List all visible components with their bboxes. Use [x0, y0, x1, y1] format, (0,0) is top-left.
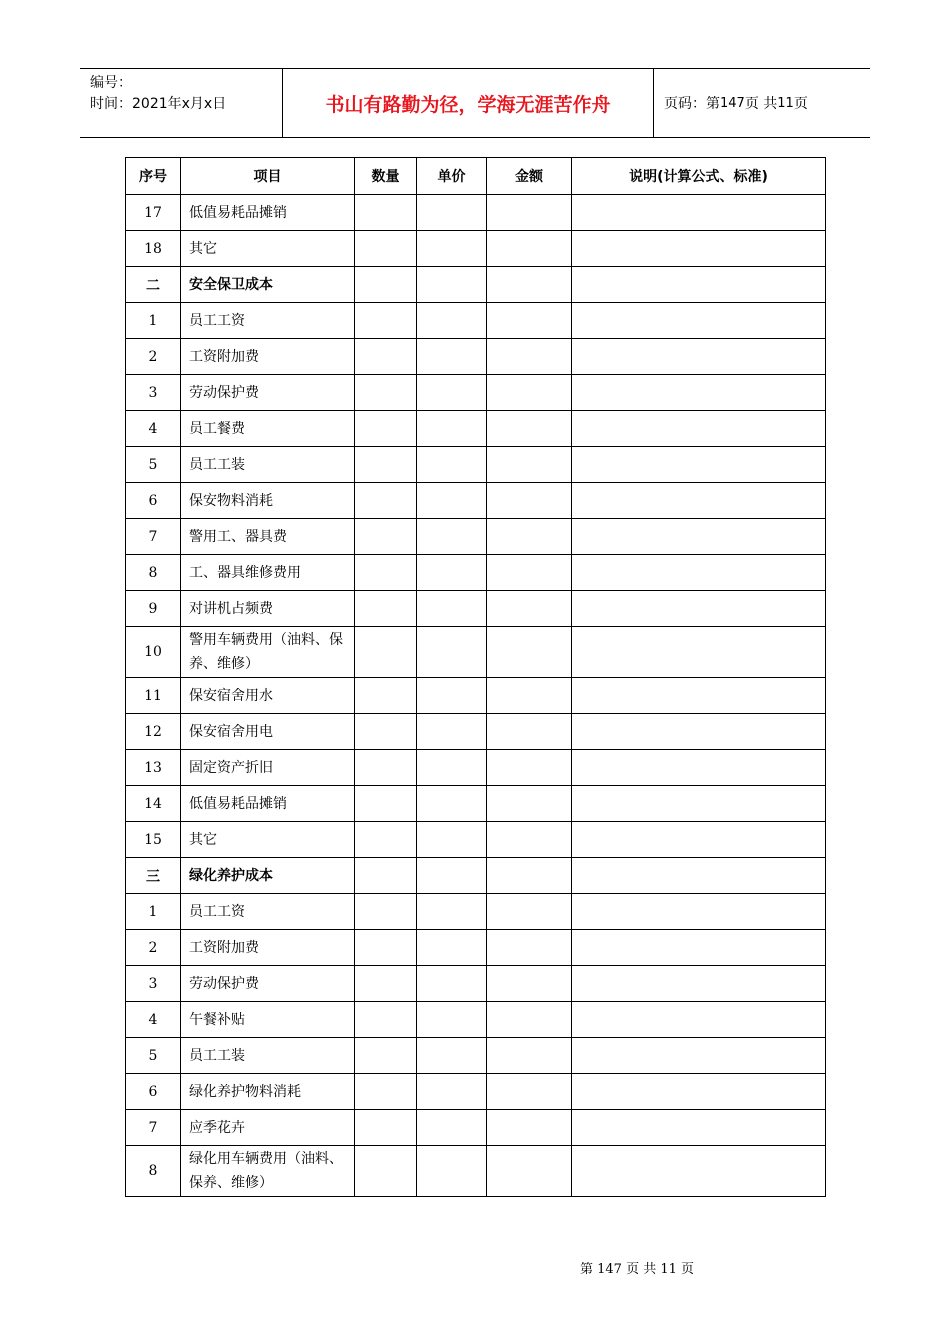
cell-no: 3	[126, 375, 181, 411]
cell-item: 其它	[181, 822, 355, 858]
cell-qty	[355, 894, 417, 930]
cell-unit-price	[417, 303, 487, 339]
cell-unit-price	[417, 822, 487, 858]
cell-unit-price	[417, 231, 487, 267]
cell-item: 午餐补贴	[181, 1002, 355, 1038]
cell-amount	[487, 1074, 572, 1110]
cell-item: 绿化养护成本	[181, 858, 355, 894]
table-row	[126, 1038, 826, 1074]
cell-qty	[355, 591, 417, 627]
cell-notes	[572, 894, 826, 930]
cell-item: 绿化用车辆费用（油料、保养、维修）	[181, 1146, 355, 1197]
cell-no: 4	[126, 411, 181, 447]
cell-item: 员工工资	[181, 894, 355, 930]
table-body	[126, 195, 826, 1197]
cell-item: 员工工装	[181, 1038, 355, 1074]
cell-notes	[572, 231, 826, 267]
cell-notes	[572, 555, 826, 591]
cell-notes	[572, 750, 826, 786]
cell-amount	[487, 894, 572, 930]
table-row	[126, 1110, 826, 1146]
cell-unit-price	[417, 678, 487, 714]
cell-amount	[487, 1002, 572, 1038]
cell-amount	[487, 786, 572, 822]
cell-item: 应季花卉	[181, 1110, 355, 1146]
table-header-row	[126, 158, 826, 195]
col-header-item: 项目	[181, 158, 355, 195]
cell-item: 低值易耗品摊销	[181, 195, 355, 231]
table-row	[126, 375, 826, 411]
cell-amount	[487, 678, 572, 714]
cell-qty	[355, 1074, 417, 1110]
cell-notes	[572, 858, 826, 894]
cell-no: 3	[126, 966, 181, 1002]
cell-unit-price	[417, 519, 487, 555]
cell-amount	[487, 267, 572, 303]
cell-notes	[572, 195, 826, 231]
cell-unit-price	[417, 714, 487, 750]
cell-amount	[487, 750, 572, 786]
col-header-no: 序号	[126, 158, 181, 195]
code-label: 编号：	[90, 75, 132, 91]
cell-unit-price	[417, 1074, 487, 1110]
cell-qty	[355, 267, 417, 303]
table-row	[126, 555, 826, 591]
cell-unit-price	[417, 966, 487, 1002]
table-row	[126, 1002, 826, 1038]
col-header-qty: 数量	[355, 158, 417, 195]
table-row	[126, 447, 826, 483]
page-number: 147	[720, 95, 745, 111]
cell-no: 二	[126, 267, 181, 303]
cell-notes	[572, 1146, 826, 1197]
cell-notes	[572, 303, 826, 339]
cell-item: 对讲机占频费	[181, 591, 355, 627]
table-row	[126, 966, 826, 1002]
cell-notes	[572, 519, 826, 555]
table-row	[126, 303, 826, 339]
cell-unit-price	[417, 267, 487, 303]
cell-amount	[487, 447, 572, 483]
page-header	[80, 68, 870, 138]
table-section-row	[126, 267, 826, 303]
page-suffix: 页	[793, 96, 808, 112]
cell-no: 12	[126, 714, 181, 750]
cell-amount	[487, 231, 572, 267]
cell-no: 11	[126, 678, 181, 714]
cell-notes	[572, 447, 826, 483]
table-section-row	[126, 858, 826, 894]
table-row	[126, 1146, 826, 1197]
cell-unit-price	[417, 894, 487, 930]
cell-no: 15	[126, 822, 181, 858]
cell-notes	[572, 930, 826, 966]
cell-item: 保安宿舍用水	[181, 678, 355, 714]
cell-item: 其它	[181, 231, 355, 267]
table-row	[126, 195, 826, 231]
cell-no: 8	[126, 555, 181, 591]
table-row	[126, 231, 826, 267]
cell-item: 警用工、器具费	[181, 519, 355, 555]
cell-qty	[355, 1110, 417, 1146]
cell-unit-price	[417, 411, 487, 447]
cell-item: 工资附加费	[181, 930, 355, 966]
table-row	[126, 591, 826, 627]
table-row	[126, 483, 826, 519]
table-row	[126, 519, 826, 555]
cell-item: 绿化养护物料消耗	[181, 1074, 355, 1110]
cell-amount	[487, 1110, 572, 1146]
cell-notes	[572, 1002, 826, 1038]
cell-unit-price	[417, 750, 487, 786]
cell-notes	[572, 267, 826, 303]
cell-notes	[572, 483, 826, 519]
cell-item: 固定资产折旧	[181, 750, 355, 786]
header-meta	[80, 69, 282, 137]
cell-item: 员工餐费	[181, 411, 355, 447]
cell-unit-price	[417, 1002, 487, 1038]
cell-amount	[487, 858, 572, 894]
cell-amount	[487, 519, 572, 555]
footer-page-text: 第 147 页 共 11 页	[580, 1262, 695, 1277]
cell-amount	[487, 339, 572, 375]
cell-qty	[355, 1038, 417, 1074]
cell-amount	[487, 303, 572, 339]
table-row	[126, 339, 826, 375]
table-row	[126, 1074, 826, 1110]
cell-amount	[487, 375, 572, 411]
cell-qty	[355, 411, 417, 447]
cell-no: 9	[126, 591, 181, 627]
cell-notes	[572, 1110, 826, 1146]
col-header-notes: 说明(计算公式、标准)	[572, 158, 826, 195]
cell-qty	[355, 375, 417, 411]
table-row	[126, 930, 826, 966]
cell-qty	[355, 930, 417, 966]
cell-no: 5	[126, 447, 181, 483]
page-total: 11	[777, 95, 794, 111]
cell-item: 员工工装	[181, 447, 355, 483]
col-header-amount: 金额	[487, 158, 572, 195]
cell-unit-price	[417, 483, 487, 519]
cell-amount	[487, 483, 572, 519]
cell-amount	[487, 930, 572, 966]
cell-amount	[487, 195, 572, 231]
cell-no: 7	[126, 1110, 181, 1146]
cell-notes	[572, 375, 826, 411]
cell-notes	[572, 411, 826, 447]
cell-item: 员工工资	[181, 303, 355, 339]
cell-no: 14	[126, 786, 181, 822]
cell-qty	[355, 822, 417, 858]
table-row	[126, 786, 826, 822]
cell-qty	[355, 231, 417, 267]
cell-amount	[487, 627, 572, 678]
cell-qty	[355, 339, 417, 375]
cell-amount	[487, 966, 572, 1002]
cell-qty	[355, 447, 417, 483]
cell-notes	[572, 678, 826, 714]
cell-item: 安全保卫成本	[181, 267, 355, 303]
cell-qty	[355, 1146, 417, 1197]
cell-no: 1	[126, 894, 181, 930]
cell-notes	[572, 1074, 826, 1110]
cell-notes	[572, 714, 826, 750]
table-row	[126, 894, 826, 930]
cell-qty	[355, 714, 417, 750]
cell-unit-price	[417, 555, 487, 591]
cell-notes	[572, 786, 826, 822]
table-row	[126, 822, 826, 858]
table-row	[126, 714, 826, 750]
cell-qty	[355, 303, 417, 339]
cell-item: 劳动保护费	[181, 966, 355, 1002]
table-row	[126, 750, 826, 786]
cell-amount	[487, 822, 572, 858]
cell-qty	[355, 555, 417, 591]
cell-no: 三	[126, 858, 181, 894]
cell-unit-price	[417, 591, 487, 627]
cell-unit-price	[417, 375, 487, 411]
cell-qty	[355, 786, 417, 822]
cell-unit-price	[417, 1110, 487, 1146]
cell-item: 低值易耗品摊销	[181, 786, 355, 822]
cell-notes	[572, 627, 826, 678]
cell-item: 工资附加费	[181, 339, 355, 375]
cell-amount	[487, 1146, 572, 1197]
page-mid: 页 共	[744, 96, 778, 112]
cell-qty	[355, 678, 417, 714]
cell-unit-price	[417, 195, 487, 231]
cell-amount	[487, 555, 572, 591]
cell-unit-price	[417, 1038, 487, 1074]
cell-qty	[355, 519, 417, 555]
cell-notes	[572, 822, 826, 858]
cell-item: 警用车辆费用（油料、保养、维修）	[181, 627, 355, 678]
cell-no: 1	[126, 303, 181, 339]
cell-amount	[487, 1038, 572, 1074]
cell-no: 5	[126, 1038, 181, 1074]
cell-item: 保安宿舍用电	[181, 714, 355, 750]
cell-notes	[572, 1038, 826, 1074]
cell-no: 6	[126, 1074, 181, 1110]
header-page-info	[654, 69, 870, 137]
cell-no: 2	[126, 930, 181, 966]
cost-table	[125, 157, 826, 1197]
cell-unit-price	[417, 447, 487, 483]
cell-qty	[355, 1002, 417, 1038]
cell-no: 4	[126, 1002, 181, 1038]
time-label: 时间：2021年x月x日	[90, 96, 227, 112]
cell-notes	[572, 591, 826, 627]
cell-amount	[487, 411, 572, 447]
cell-qty	[355, 483, 417, 519]
cell-no: 8	[126, 1146, 181, 1197]
cell-item: 保安物料消耗	[181, 483, 355, 519]
cell-no: 2	[126, 339, 181, 375]
cell-qty	[355, 627, 417, 678]
cell-amount	[487, 591, 572, 627]
cell-no: 13	[126, 750, 181, 786]
table-row	[126, 627, 826, 678]
cell-qty	[355, 966, 417, 1002]
cell-item: 工、器具维修费用	[181, 555, 355, 591]
cell-unit-price	[417, 858, 487, 894]
cell-unit-price	[417, 1146, 487, 1197]
cell-no: 17	[126, 195, 181, 231]
cell-unit-price	[417, 930, 487, 966]
cell-no: 10	[126, 627, 181, 678]
cell-amount	[487, 714, 572, 750]
cell-qty	[355, 750, 417, 786]
table-row	[126, 411, 826, 447]
cell-qty	[355, 195, 417, 231]
cell-notes	[572, 966, 826, 1002]
header-motto: 书山有路勤为径，学海无涯苦作舟	[282, 69, 654, 137]
cell-item: 劳动保护费	[181, 375, 355, 411]
cell-notes	[572, 339, 826, 375]
cell-no: 6	[126, 483, 181, 519]
cell-unit-price	[417, 786, 487, 822]
page-prefix: 页码：第	[664, 96, 720, 112]
cell-no: 18	[126, 231, 181, 267]
cell-unit-price	[417, 627, 487, 678]
col-header-unit-price: 单价	[417, 158, 487, 195]
cell-no: 7	[126, 519, 181, 555]
table-row	[126, 678, 826, 714]
cell-unit-price	[417, 339, 487, 375]
cell-qty	[355, 858, 417, 894]
